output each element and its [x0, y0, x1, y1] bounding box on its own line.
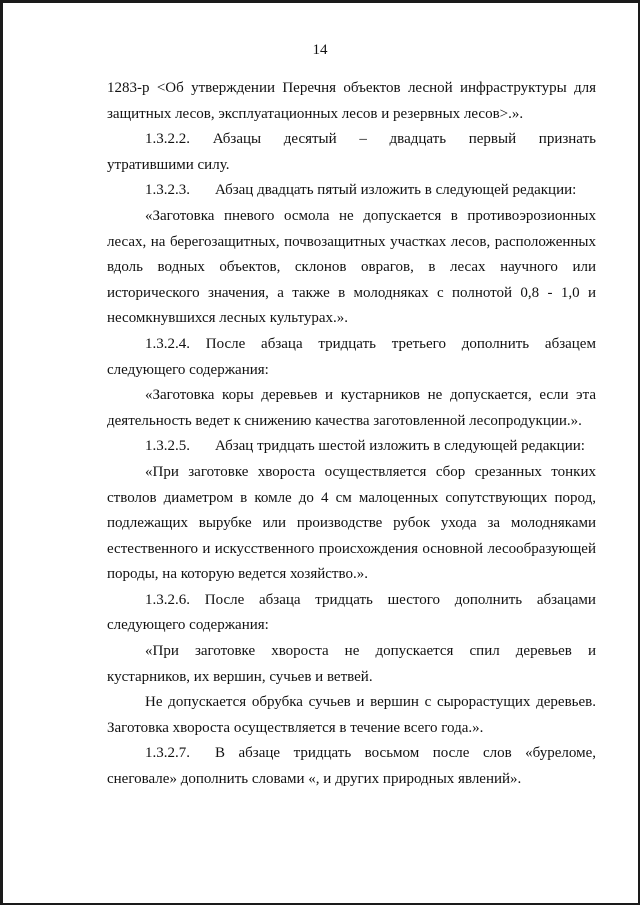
scan-border-left: [0, 0, 3, 905]
clause-text: В абзаце тридцать восьмом после слов «буреломе, снеговале» дополнить словами «, и других природных явлений».: [107, 745, 596, 788]
quote-paragraph: «Заготовка пневого осмола не допускается в противоэрозионных лесах, на берегозащитных, почвозащитных участках лесов, расположенных вдоль водных объектов, склонов оврагов, в лесах научного или исторического значения, а также в молодняках с полнотой 0,8 - 1,0 и несомкнувшихся лесных культурах.».: [107, 207, 596, 327]
clause-word: дополнить: [461, 335, 530, 352]
quote-paragraph: «Заготовка коры деревьев и кустарников не допускается, если эта деятельность ведет к снижению качества заготовленной лесопродукции.».: [107, 387, 596, 429]
clause-continuation: следующего содержания:: [107, 361, 269, 378]
clause-number: 1.3.2.4.: [145, 335, 190, 352]
clause-number: 1.3.2.5.: [145, 438, 190, 455]
quote-paragraph: Не допускается обрубка сучьев и вершин с сырорастущих деревьев. Заготовка хвороста осуществляется в течение всего года.».: [107, 694, 596, 736]
clause-continuation: утратившими силу.: [107, 156, 230, 173]
clause-1-3-2-3: [107, 178, 596, 204]
clause-word: абзаца: [258, 591, 301, 608]
clause-word: дополнить: [454, 591, 523, 608]
clause-word: первый: [468, 131, 517, 148]
document-body: [107, 76, 596, 793]
clause-word: После: [205, 335, 246, 352]
clause-number: 1.3.2.2.: [145, 131, 190, 148]
clause-text: Абзац двадцать пятый изложить в следующей редакции:: [215, 182, 577, 199]
clause-word: третьего: [391, 335, 446, 352]
clause-word: десятый: [283, 131, 337, 148]
clause-text: Абзац тридцать шестой изложить в следующей редакции:: [215, 438, 585, 455]
quote-paragraph: «При заготовке хвороста не допускается спил деревьев и кустарников, их вершин, сучьев и ветвей.: [107, 643, 596, 685]
clause-1-3-2-2: [107, 127, 596, 153]
clause-word: –: [359, 131, 367, 148]
clause-word: абзацем: [544, 335, 596, 352]
page-number: 14: [312, 42, 328, 58]
clause-number: 1.3.2.3.: [145, 182, 190, 199]
clause-word: двадцать: [389, 131, 447, 148]
clause-word: После: [204, 591, 245, 608]
clause-1-3-2-7: [107, 741, 596, 792]
paragraph-continuation: 1283-р <Об утверждении Перечня объектов лесной инфраструктуры для защитных лесов, эксплуатационных лесов и резервных лесов>.».: [107, 80, 596, 122]
clause-word: абзаца: [261, 335, 303, 352]
clause-continuation: следующего содержания:: [107, 617, 269, 634]
clause-word: шестого: [387, 591, 440, 608]
clause-number: 1.3.2.6.: [145, 591, 190, 608]
clause-1-3-2-4: [107, 332, 596, 358]
clause-1-3-2-5: [107, 434, 596, 460]
scan-border-top: [0, 0, 640, 3]
clause-number: 1.3.2.7.: [145, 745, 190, 762]
clause-word: абзацами: [536, 591, 596, 608]
clause-1-3-2-6: [107, 588, 596, 614]
clause-word: Абзацы: [212, 131, 262, 148]
clause-word: тридцать: [315, 591, 373, 608]
clause-word: тридцать: [318, 335, 376, 352]
quote-paragraph: «При заготовке хвороста осуществляется сбор срезанных тонких стволов диаметром в комле до 4 см малоценных сопутствующих пород, подлежащих вырубке или производстве рубок ухода за молодняками естественного и искусственного происхождения основной лесообразующей породы, на которую ведется хозяйство.».: [107, 463, 596, 583]
clause-word: признать: [538, 131, 596, 148]
